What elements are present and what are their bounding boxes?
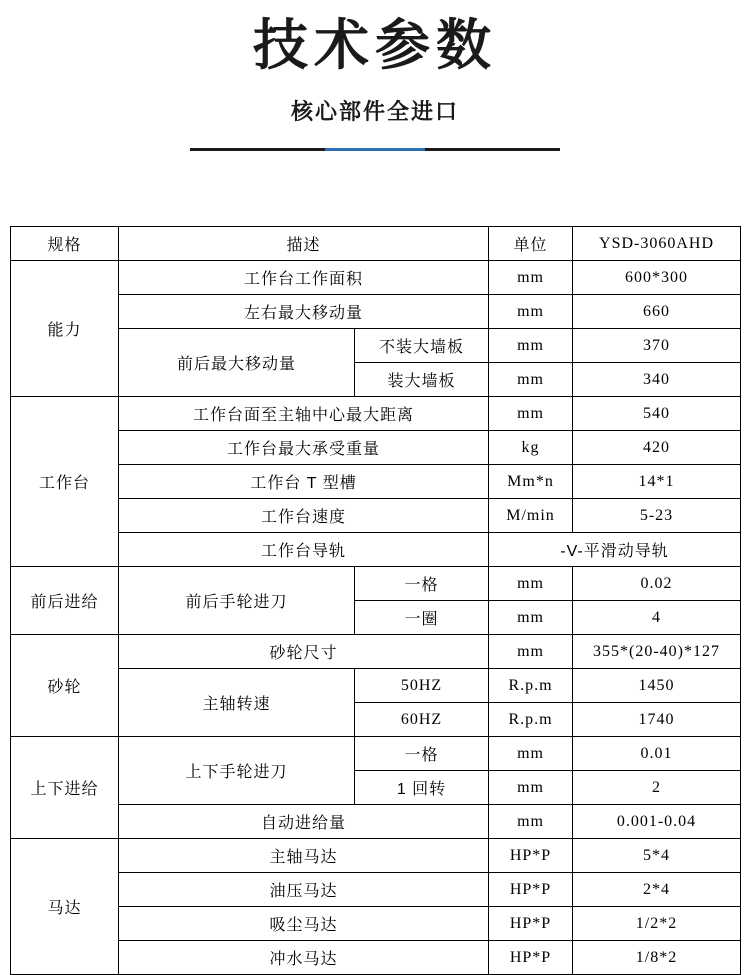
table-row: [11, 907, 741, 941]
value-cell: 0.001-0.04: [573, 805, 741, 839]
value-cell: 2: [573, 771, 741, 805]
value-cell: -V-平滑动导轨: [489, 533, 741, 567]
unit-cell: mm: [489, 295, 573, 329]
desc-cell: 左右最大移动量: [119, 295, 489, 329]
desc-cell: 前后最大移动量: [119, 329, 355, 397]
table-row: [11, 567, 741, 601]
desc-cell: 工作台速度: [119, 499, 489, 533]
sub-desc-cell: 一圈: [355, 601, 489, 635]
unit-cell: mm: [489, 771, 573, 805]
desc-cell: 主轴马达: [119, 839, 489, 873]
unit-cell: M/min: [489, 499, 573, 533]
desc-cell: 吸尘马达: [119, 907, 489, 941]
table-row: [11, 397, 741, 431]
value-cell: 4: [573, 601, 741, 635]
value-cell: 420: [573, 431, 741, 465]
value-cell: 540: [573, 397, 741, 431]
desc-cell: 油压马达: [119, 873, 489, 907]
category-cell: 上下进给: [11, 737, 119, 839]
column-header-spec: 规格: [11, 227, 119, 261]
table-row: [11, 465, 741, 499]
unit-cell: mm: [489, 635, 573, 669]
value-cell: 0.01: [573, 737, 741, 771]
table-row: [11, 839, 741, 873]
category-cell: 能力: [11, 261, 119, 397]
unit-cell: mm: [489, 363, 573, 397]
value-cell: 600*300: [573, 261, 741, 295]
page-subtitle: 核心部件全进口: [290, 99, 459, 125]
table-row: [11, 635, 741, 669]
unit-cell: HP*P: [489, 907, 573, 941]
unit-cell: mm: [489, 601, 573, 635]
value-cell: 5*4: [573, 839, 741, 873]
desc-cell: 工作台导轨: [119, 533, 489, 567]
divider-accent: [325, 148, 425, 151]
desc-cell: 自动进给量: [119, 805, 489, 839]
sub-desc-cell: 一格: [355, 737, 489, 771]
sub-desc-cell: 装大墙板: [355, 363, 489, 397]
table-row: [11, 941, 741, 975]
category-cell: 马达: [11, 839, 119, 975]
table-row: [11, 669, 741, 703]
spec-table-container: [10, 226, 740, 975]
unit-cell: R.p.m: [489, 669, 573, 703]
table-row: [11, 737, 741, 771]
unit-cell: mm: [489, 397, 573, 431]
category-cell: 砂轮: [11, 635, 119, 737]
sub-desc-cell: 不装大墙板: [355, 329, 489, 363]
unit-cell: mm: [489, 805, 573, 839]
value-cell: 14*1: [573, 465, 741, 499]
table-row: [11, 873, 741, 907]
table-row: [11, 533, 741, 567]
value-cell: 660: [573, 295, 741, 329]
table-row: [11, 295, 741, 329]
desc-cell: 前后手轮进刀: [119, 567, 355, 635]
value-cell: 340: [573, 363, 741, 397]
value-cell: 370: [573, 329, 741, 363]
value-cell: 1740: [573, 703, 741, 737]
table-row: [11, 499, 741, 533]
value-cell: 1/8*2: [573, 941, 741, 975]
unit-cell: mm: [489, 567, 573, 601]
value-cell: 2*4: [573, 873, 741, 907]
unit-cell: mm: [489, 329, 573, 363]
sub-desc-cell: 60HZ: [355, 703, 489, 737]
value-cell: 1450: [573, 669, 741, 703]
page-header: [0, 0, 750, 151]
desc-cell: 工作台面至主轴中心最大距离: [119, 397, 489, 431]
unit-cell: Mm*n: [489, 465, 573, 499]
unit-cell: HP*P: [489, 839, 573, 873]
value-cell: 5-23: [573, 499, 741, 533]
sub-desc-cell: 一格: [355, 567, 489, 601]
table-row: [11, 261, 741, 295]
page-title: 技术参数: [252, 14, 497, 76]
desc-cell: 工作台最大承受重量: [119, 431, 489, 465]
desc-cell: 上下手轮进刀: [119, 737, 355, 805]
value-cell: 1/2*2: [573, 907, 741, 941]
spec-table: [10, 226, 741, 975]
unit-cell: HP*P: [489, 873, 573, 907]
desc-cell: 砂轮尺寸: [119, 635, 489, 669]
unit-cell: kg: [489, 431, 573, 465]
column-header-unit: 单位: [489, 227, 573, 261]
header-divider: [190, 148, 560, 151]
table-row: [11, 431, 741, 465]
unit-cell: HP*P: [489, 941, 573, 975]
value-cell: 355*(20-40)*127: [573, 635, 741, 669]
category-cell: 前后进给: [11, 567, 119, 635]
desc-cell: 冲水马达: [119, 941, 489, 975]
sub-desc-cell: 50HZ: [355, 669, 489, 703]
unit-cell: mm: [489, 737, 573, 771]
table-row: [11, 805, 741, 839]
desc-cell: 工作台 T 型槽: [119, 465, 489, 499]
desc-cell: 主轴转速: [119, 669, 355, 737]
value-cell: 0.02: [573, 567, 741, 601]
table-row: [11, 329, 741, 363]
unit-cell: mm: [489, 261, 573, 295]
column-header-desc: 描述: [119, 227, 489, 261]
table-header-row: [11, 227, 741, 261]
desc-cell: 工作台工作面积: [119, 261, 489, 295]
column-header-model: YSD-3060AHD: [573, 227, 741, 261]
unit-cell: R.p.m: [489, 703, 573, 737]
sub-desc-cell: 1 回转: [355, 771, 489, 805]
category-cell: 工作台: [11, 397, 119, 567]
